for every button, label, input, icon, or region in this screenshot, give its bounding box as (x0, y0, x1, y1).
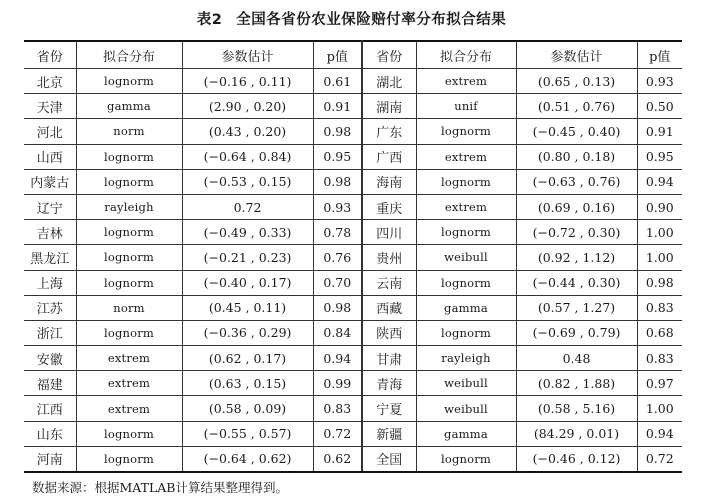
distribution-cell: lognorm (416, 119, 516, 144)
parameter-cell: (0.92 , 1.12) (516, 245, 637, 270)
province-cell: 广东 (362, 119, 416, 144)
p-value-cell: 0.70 (313, 270, 362, 295)
table-row (24, 169, 682, 194)
province-cell: 辽宁 (24, 194, 76, 219)
distribution-cell: rayleigh (416, 346, 516, 371)
province-cell: 广西 (362, 144, 416, 169)
p-value-cell: 0.98 (637, 270, 682, 295)
parameter-cell: (0.58 , 5.16) (516, 396, 637, 421)
table-row (24, 346, 682, 371)
p-value-cell: 0.78 (313, 220, 362, 245)
p-value-cell: 0.62 (313, 446, 362, 472)
province-cell: 四川 (362, 220, 416, 245)
results-table (24, 40, 682, 473)
p-value-cell: 0.72 (313, 421, 362, 446)
p-value-cell: 0.50 (637, 94, 682, 119)
column-header: 参数估计 (516, 41, 637, 69)
parameter-cell: (−0.69 , 0.79) (516, 320, 637, 345)
distribution-cell: norm (76, 295, 182, 320)
p-value-cell: 0.97 (637, 371, 682, 396)
distribution-cell: lognorm (76, 220, 182, 245)
p-value-cell: 1.00 (637, 396, 682, 421)
p-value-cell: 0.94 (313, 346, 362, 371)
column-header: 省份 (24, 41, 76, 69)
column-header: p值 (313, 41, 362, 69)
province-cell: 河南 (24, 446, 76, 472)
parameter-cell: (0.69 , 0.16) (516, 194, 637, 219)
province-cell: 云南 (362, 270, 416, 295)
distribution-cell: lognorm (76, 320, 182, 345)
province-cell: 天津 (24, 94, 76, 119)
table-row (24, 371, 682, 396)
column-header: p值 (637, 41, 682, 69)
province-cell: 贵州 (362, 245, 416, 270)
distribution-cell: extrem (76, 396, 182, 421)
province-cell: 山西 (24, 144, 76, 169)
p-value-cell: 0.72 (637, 446, 682, 472)
p-value-cell: 0.76 (313, 245, 362, 270)
distribution-cell: unif (416, 94, 516, 119)
p-value-cell: 0.98 (313, 295, 362, 320)
parameter-cell: (−0.49 , 0.33) (182, 220, 313, 245)
parameter-cell: (84.29 , 0.01) (516, 421, 637, 446)
p-value-cell: 0.91 (313, 94, 362, 119)
province-cell: 全国 (362, 446, 416, 472)
parameter-cell: (−0.16 , 0.11) (182, 69, 313, 94)
province-cell: 湖北 (362, 69, 416, 94)
parameter-cell: (−0.46 , 0.12) (516, 446, 637, 472)
province-cell: 上海 (24, 270, 76, 295)
distribution-cell: lognorm (76, 144, 182, 169)
table-row (24, 69, 682, 94)
distribution-cell: lognorm (416, 446, 516, 472)
parameter-cell: (2.90 , 0.20) (182, 94, 313, 119)
distribution-cell: gamma (416, 421, 516, 446)
distribution-cell: extrem (416, 144, 516, 169)
p-value-cell: 0.94 (637, 421, 682, 446)
table-row (24, 245, 682, 270)
province-cell: 山东 (24, 421, 76, 446)
parameter-cell: (−0.72 , 0.30) (516, 220, 637, 245)
distribution-cell: rayleigh (76, 194, 182, 219)
parameter-cell: (0.62 , 0.17) (182, 346, 313, 371)
table-row (24, 446, 682, 472)
parameter-cell: (−0.63 , 0.76) (516, 169, 637, 194)
province-cell: 甘肃 (362, 346, 416, 371)
parameter-cell: (0.43 , 0.20) (182, 119, 313, 144)
table-row (24, 295, 682, 320)
p-value-cell: 0.93 (313, 194, 362, 219)
parameter-cell: (0.65 , 0.13) (516, 69, 637, 94)
distribution-cell: extrem (76, 371, 182, 396)
distribution-cell: gamma (416, 295, 516, 320)
table-body (24, 69, 682, 473)
parameter-cell: (−0.45 , 0.40) (516, 119, 637, 144)
p-value-cell: 0.68 (637, 320, 682, 345)
table-row (24, 421, 682, 446)
column-header: 拟合分布 (76, 41, 182, 69)
table-row (24, 144, 682, 169)
province-cell: 河北 (24, 119, 76, 144)
distribution-cell: weibull (416, 371, 516, 396)
province-cell: 内蒙古 (24, 169, 76, 194)
parameter-cell: (0.80 , 0.18) (516, 144, 637, 169)
province-cell: 浙江 (24, 320, 76, 345)
distribution-cell: weibull (416, 396, 516, 421)
parameter-cell: (−0.53 , 0.15) (182, 169, 313, 194)
distribution-cell: lognorm (76, 270, 182, 295)
p-value-cell: 0.83 (637, 346, 682, 371)
province-cell: 宁夏 (362, 396, 416, 421)
p-value-cell: 0.84 (313, 320, 362, 345)
p-value-cell: 0.95 (313, 144, 362, 169)
p-value-cell: 0.95 (637, 144, 682, 169)
parameter-cell: (−0.64 , 0.62) (182, 446, 313, 472)
distribution-cell: weibull (416, 245, 516, 270)
distribution-cell: lognorm (76, 421, 182, 446)
p-value-cell: 1.00 (637, 245, 682, 270)
table-row (24, 396, 682, 421)
province-cell: 新疆 (362, 421, 416, 446)
province-cell: 江苏 (24, 295, 76, 320)
distribution-cell: lognorm (76, 446, 182, 472)
province-cell: 海南 (362, 169, 416, 194)
parameter-cell: (0.58 , 0.09) (182, 396, 313, 421)
distribution-cell: lognorm (416, 320, 516, 345)
table-row (24, 194, 682, 219)
province-cell: 安徽 (24, 346, 76, 371)
province-cell: 湖南 (362, 94, 416, 119)
distribution-cell: lognorm (76, 169, 182, 194)
parameter-cell: (−0.40 , 0.17) (182, 270, 313, 295)
parameter-cell: (0.82 , 1.88) (516, 371, 637, 396)
parameter-cell: (−0.44 , 0.30) (516, 270, 637, 295)
table-row (24, 270, 682, 295)
p-value-cell: 0.90 (637, 194, 682, 219)
p-value-cell: 0.94 (637, 169, 682, 194)
parameter-cell: (0.45 , 0.11) (182, 295, 313, 320)
table-row (24, 220, 682, 245)
parameter-cell: (0.57 , 1.27) (516, 295, 637, 320)
p-value-cell: 0.98 (313, 119, 362, 144)
parameter-cell: 0.48 (516, 346, 637, 371)
province-cell: 北京 (24, 69, 76, 94)
province-cell: 福建 (24, 371, 76, 396)
column-header: 参数估计 (182, 41, 313, 69)
p-value-cell: 0.83 (637, 295, 682, 320)
distribution-cell: extrem (416, 194, 516, 219)
parameter-cell: (0.63 , 0.15) (182, 371, 313, 396)
source-note: 数据来源：根据MATLAB计算结果整理得到。 (32, 480, 288, 495)
distribution-cell: extrem (416, 69, 516, 94)
p-value-cell: 1.00 (637, 220, 682, 245)
distribution-cell: gamma (76, 94, 182, 119)
parameter-cell: (−0.36 , 0.29) (182, 320, 313, 345)
table-number: 表2 (196, 12, 223, 28)
province-cell: 吉林 (24, 220, 76, 245)
table-caption (0, 8, 703, 29)
parameter-cell: 0.72 (182, 194, 313, 219)
table-row (24, 94, 682, 119)
province-cell: 西藏 (362, 295, 416, 320)
distribution-cell: extrem (76, 346, 182, 371)
distribution-cell: norm (76, 119, 182, 144)
column-header: 拟合分布 (416, 41, 516, 69)
province-cell: 青海 (362, 371, 416, 396)
parameter-cell: (−0.21 , 0.23) (182, 245, 313, 270)
p-value-cell: 0.98 (313, 169, 362, 194)
province-cell: 黑龙江 (24, 245, 76, 270)
table-row (24, 119, 682, 144)
column-header: 省份 (362, 41, 416, 69)
parameter-cell: (−0.55 , 0.57) (182, 421, 313, 446)
distribution-cell: lognorm (76, 245, 182, 270)
distribution-cell: lognorm (416, 270, 516, 295)
table-title: 全国各省份农业保险赔付率分布拟合结果 (236, 12, 507, 28)
parameter-cell: (−0.64 , 0.84) (182, 144, 313, 169)
province-cell: 重庆 (362, 194, 416, 219)
table-row (24, 320, 682, 345)
header-row (24, 41, 682, 69)
distribution-cell: lognorm (76, 69, 182, 94)
p-value-cell: 0.83 (313, 396, 362, 421)
province-cell: 江西 (24, 396, 76, 421)
parameter-cell: (0.51 , 0.76) (516, 94, 637, 119)
p-value-cell: 0.91 (637, 119, 682, 144)
distribution-cell: lognorm (416, 169, 516, 194)
p-value-cell: 0.99 (313, 371, 362, 396)
p-value-cell: 0.61 (313, 69, 362, 94)
province-cell: 陕西 (362, 320, 416, 345)
p-value-cell: 0.93 (637, 69, 682, 94)
distribution-cell: lognorm (416, 220, 516, 245)
